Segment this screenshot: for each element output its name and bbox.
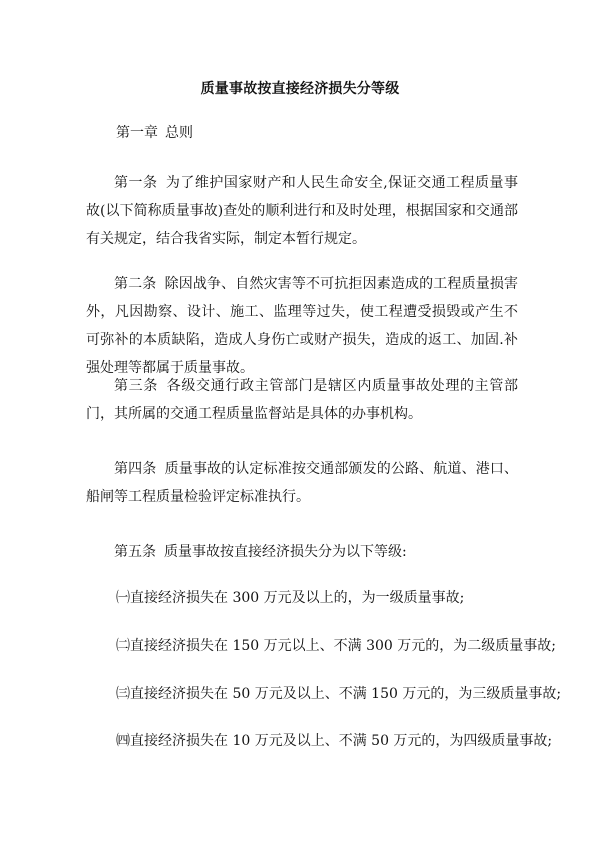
level-item-1: ㈠直接经济损失在 300 万元及以上的，为一级质量事故; — [116, 590, 465, 606]
article-5 — [86, 538, 518, 566]
article-2 — [86, 270, 518, 382]
chapter-number: 第一章 — [116, 125, 158, 141]
level-item-3: ㈢直接经济损失在 50 万元及以上、不满 150 万元的，为三级质量事故; — [116, 686, 562, 702]
level-item-4: ㈣直接经济损失在 10 万元及以上、不满 50 万元的，为四级质量事故; — [116, 733, 553, 749]
article-text: 除因战争、自然灾害等不可抗拒因素造成的工程质量损害外，凡因勘察、设计、施工、监理等过失，使工程遭受损毁或产生不可弥补的本质缺陷，造成人身伤亡或财产损失，造成的返工、加固.补强处理等都属于质量事故。 — [86, 276, 519, 376]
article-text: 为了维护国家财产和人民生命安全,保证交通工程质量事故(以下简称质量事故)查处的顺利进行和及时处理，根据国家和交通部有关规定，结合我省实际，制定本暂行规定。 — [86, 175, 518, 247]
chapter-heading — [116, 123, 193, 143]
chapter-name: 总则 — [165, 125, 193, 141]
article-label: 第二条 — [114, 276, 157, 292]
article-text: 质量事故按直接经济损失分为以下等级: — [164, 544, 407, 560]
article-1 — [86, 169, 518, 253]
article-text: 质量事故的认定标准按交通部颁发的公路、航道、港口、船闸等工程质量检验评定标准执行。 — [86, 461, 519, 505]
article-4 — [86, 455, 518, 511]
article-label: 第五条 — [114, 544, 156, 560]
article-3 — [86, 372, 518, 428]
level-item-2: ㈡直接经济损失在 150 万元以上、不满 300 万元的，为二级质量事故; — [116, 638, 556, 654]
article-text: 各级交通行政主管部门是辖区内质量事故处理的主管部门，其所属的交通工程质量监督站是具体的办事机构。 — [86, 378, 518, 422]
article-label: 第三条 — [114, 378, 158, 394]
document-title: 质量事故按直接经济损失分等级 — [200, 81, 400, 97]
article-label: 第一条 — [114, 175, 158, 191]
article-label: 第四条 — [114, 461, 157, 477]
